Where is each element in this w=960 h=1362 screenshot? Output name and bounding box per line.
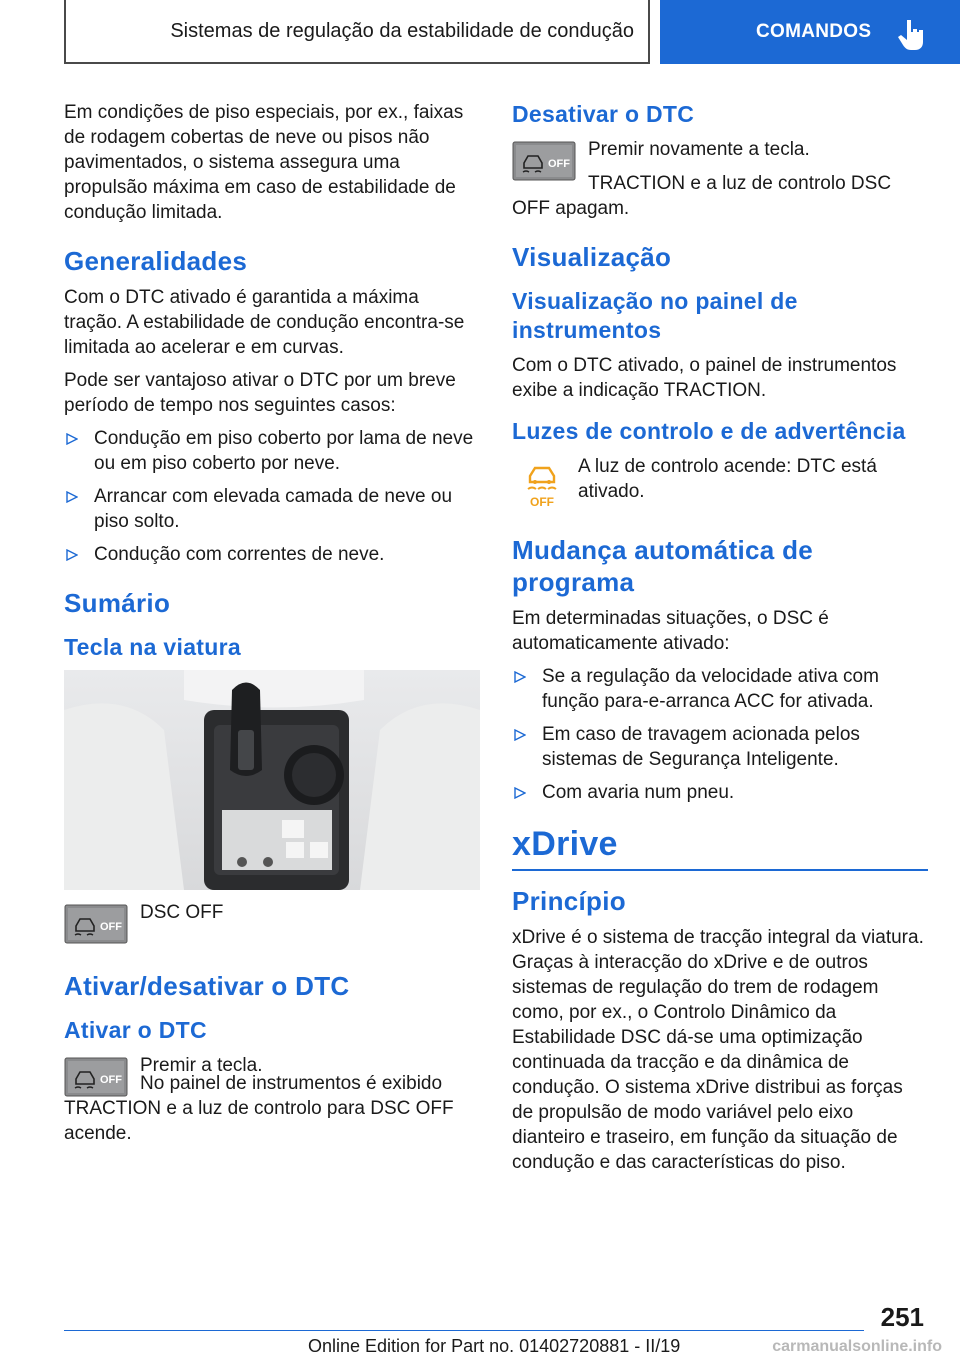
left-column	[64, 100, 480, 1154]
footer-edition: Online Edition for Part no. 01402720881 - II/19	[308, 1336, 681, 1356]
center-console-photo	[64, 670, 480, 890]
bullet-text: Com avaria num pneu.	[542, 782, 735, 803]
bullet-text: Se a regulação da velocidade ativa com função para-e-arranca ACC for ativada.	[542, 666, 879, 712]
button-icon-text: OFF	[100, 921, 122, 933]
desativar-heading: Desativar o DTC	[512, 101, 695, 127]
bullet-text: Arrancar com elevada camada de neve ou piso solto.	[94, 486, 453, 532]
tecla-heading: Tecla na viatura	[64, 634, 241, 660]
hand-pointer-icon	[898, 18, 926, 50]
luzes-paragraph: A luz de controlo acende: DTC está ativado.	[578, 456, 877, 502]
dsc-off-row	[64, 900, 480, 950]
bullet-text: Em caso de travagem acionada pelos sistemas de Segurança Inteligente.	[542, 724, 860, 770]
ativar-paragraph-1: Premir a tecla.	[140, 1055, 263, 1076]
bullet-triangle-icon	[66, 549, 78, 561]
page-number: 251	[880, 1302, 924, 1332]
principio-heading: Princípio	[512, 886, 626, 916]
header-section-title: Sistemas de regulação da estabilidade de condução	[64, 0, 650, 64]
dsc-off-label: DSC OFF	[140, 902, 224, 923]
dsc-off-button-icon	[64, 1057, 128, 1097]
xdrive-section-rule	[512, 823, 928, 871]
generalidades-heading: Generalidades	[64, 246, 248, 276]
list-item	[64, 542, 480, 567]
painel-heading: Visualização no painel de instrumentos	[512, 288, 798, 343]
bullet-text: Condução em piso coberto por lama de neve ou em piso coberto por neve.	[94, 428, 474, 474]
list-item	[512, 722, 928, 772]
button-icon-text: OFF	[100, 1074, 122, 1086]
generalidades-paragraph-2: Pode ser vantajoso ativar o DTC por um breve período de tempo nos seguintes casos:	[64, 370, 456, 416]
header-tab-comandos[interactable]	[660, 0, 960, 64]
ativar-paragraph-2: No painel de instrumentos é exibido TRACTION e a luz de controlo para DSC OFF acende.	[64, 1073, 454, 1144]
footer-divider	[64, 1330, 864, 1331]
right-bullet-list	[512, 664, 928, 805]
list-item	[512, 780, 928, 805]
bullet-triangle-icon	[66, 433, 78, 445]
dtc-warning-light-icon	[524, 460, 560, 508]
ativar-heading: Ativar o DTC	[64, 1017, 207, 1043]
bullet-triangle-icon	[514, 729, 526, 741]
principio-paragraph: xDrive é o sistema de tracção integral da viatura. Graças à interacção do xDrive e de outros sistemas de regulação do trem de rodagem como, por ex., o Controlo Dinâmico da Estabilidade DSC dá-se uma optimização continuada da tracção e da dinâmica de condução. O sistema xDrive distribui as forças de propulsão de modo variável pelo eixo dianteiro e traseiro, em função da situação de condução e das características do piso.	[512, 927, 924, 1173]
mudanca-heading: Mudança automática de programa	[512, 535, 814, 597]
ativar-desativar-heading: Ativar/desativar o DTC	[64, 971, 350, 1001]
header-tab-label: COMANDOS	[756, 21, 872, 42]
xdrive-heading: xDrive	[512, 825, 618, 863]
right-column	[512, 100, 928, 1183]
list-item	[64, 484, 480, 534]
left-bullet-list	[64, 426, 480, 567]
bullet-triangle-icon	[514, 671, 526, 683]
desativar-row	[512, 137, 928, 187]
bullet-triangle-icon	[514, 787, 526, 799]
button-icon-text: OFF	[548, 158, 570, 170]
visualizacao-heading: Visualização	[512, 242, 672, 272]
bullet-triangle-icon	[66, 491, 78, 503]
list-item	[64, 426, 480, 476]
list-item	[512, 664, 928, 714]
light-icon-text: OFF	[530, 495, 554, 508]
painel-paragraph: Com o DTC ativado, o painel de instrumentos exibe a indicação TRACTION.	[512, 355, 897, 401]
footer-watermark[interactable]: carmanualsonline.info	[772, 1338, 942, 1355]
ativar-row	[64, 1053, 480, 1103]
desativar-paragraph-2: TRACTION e a luz de controlo DSC OFF apagam.	[512, 173, 892, 219]
intro-paragraph: Em condições de piso especiais, por ex., faixas de rodagem cobertas de neve ou pisos não pavimentados, o sistema assegura uma propulsão máxima em caso de estabilidade de condução limitada.	[64, 102, 464, 223]
dtc-light-row	[512, 454, 928, 514]
dsc-off-button-icon	[512, 141, 576, 181]
bullet-text: Condução com correntes de neve.	[94, 544, 385, 565]
luzes-heading: Luzes de controlo e de advertência	[512, 418, 906, 444]
dsc-off-button-icon	[64, 904, 128, 944]
desativar-paragraph-1: Premir novamente a tecla.	[588, 139, 810, 160]
mudanca-paragraph: Em determinadas situações, o DSC é automaticamente ativado:	[512, 608, 829, 654]
generalidades-paragraph-1: Com o DTC ativado é garantida a máxima tração. A estabilidade de condução encontra-se limitada ao acelerar e em curvas.	[64, 287, 465, 358]
sumario-heading: Sumário	[64, 588, 171, 618]
